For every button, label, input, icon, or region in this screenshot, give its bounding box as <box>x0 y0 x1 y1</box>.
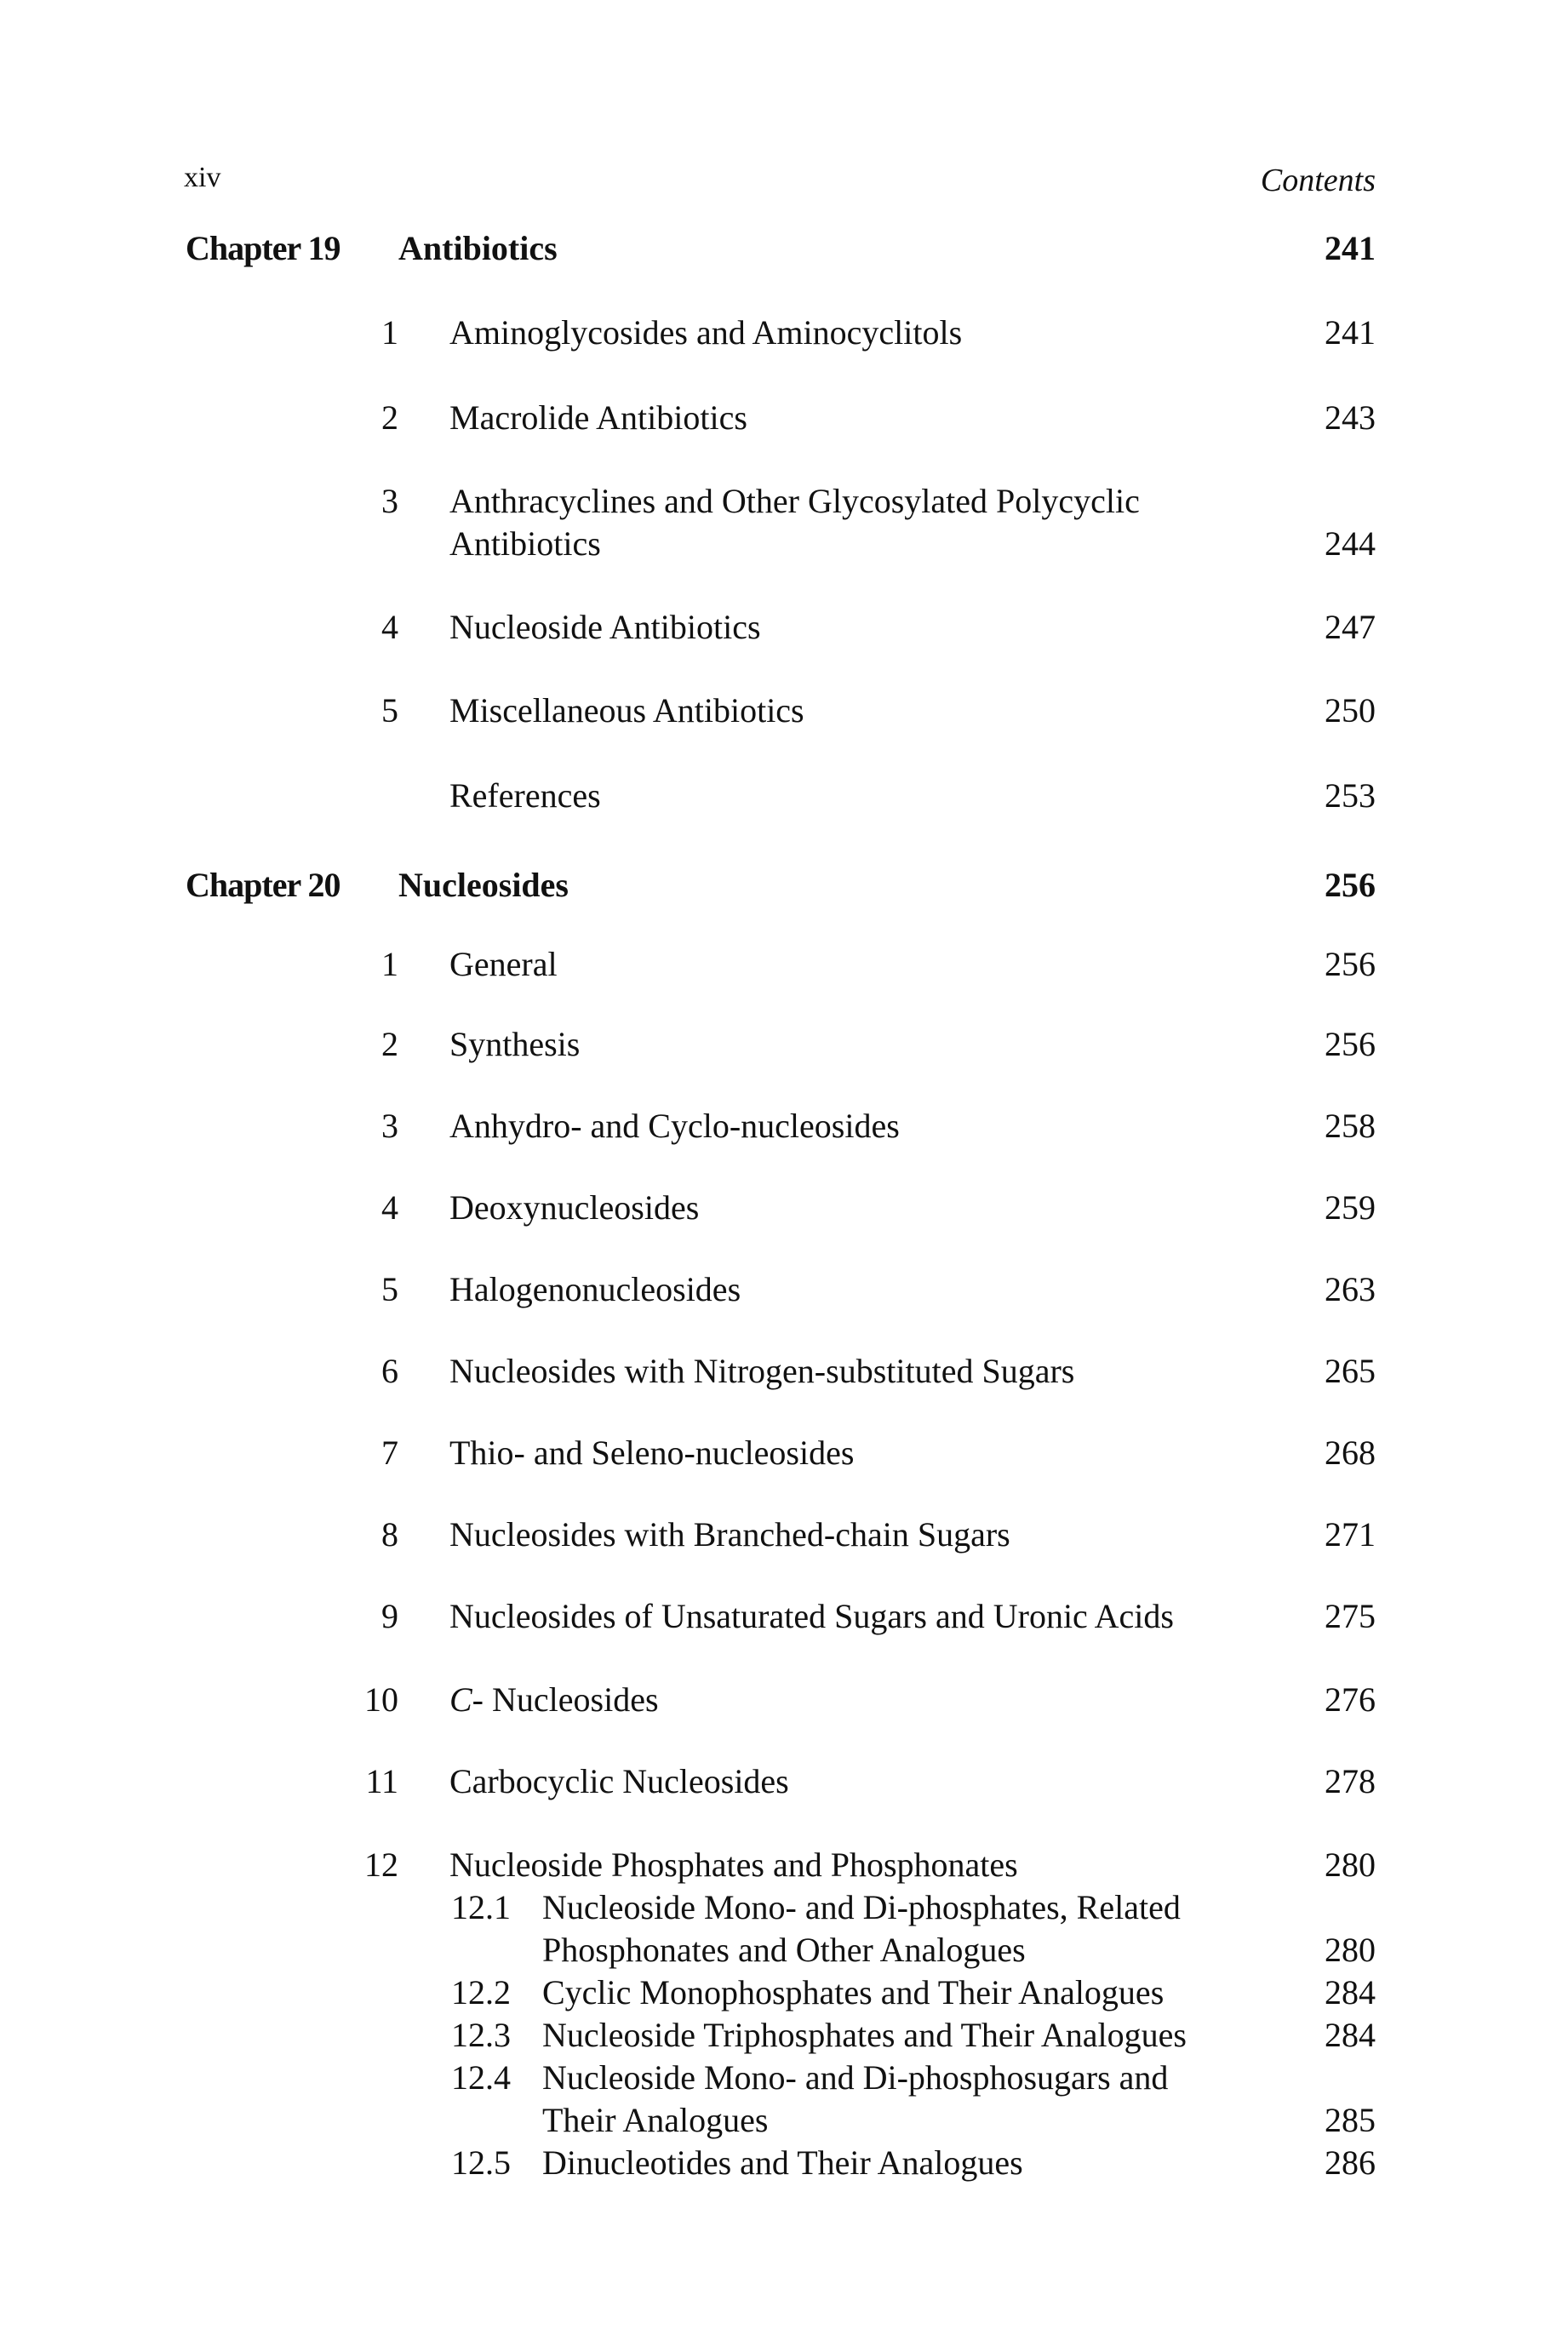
toc-entry <box>381 1432 1376 1474</box>
entry-number: 5 <box>381 1270 398 1308</box>
entry-title: Anhydro- and Cyclo-nucleosides <box>449 1107 900 1145</box>
entry-page: 241 <box>1325 313 1376 352</box>
subentry-title <box>542 1886 1274 1971</box>
toc-entry <box>381 1187 1376 1229</box>
page-number: xiv <box>184 162 221 193</box>
subentry-title <box>542 2057 1274 2142</box>
toc-entry <box>381 312 1376 354</box>
subentry-number: 12.2 <box>451 1973 511 2012</box>
toc-entry <box>381 1105 1376 1147</box>
running-title: Contents <box>1260 163 1376 198</box>
chapter-page: 241 <box>1325 229 1376 267</box>
entry-title <box>449 1679 1245 1721</box>
entry-page: 278 <box>1325 1762 1376 1800</box>
entry-title: Halogenonucleosides <box>449 1270 741 1308</box>
entry-page: 259 <box>1325 1188 1376 1227</box>
subentry-page: 284 <box>1325 2016 1376 2054</box>
chapter-heading <box>186 228 1376 279</box>
subentry-title-line: Their Analogues <box>542 2101 769 2139</box>
toc-subentry <box>451 1971 1376 2014</box>
subentry-title: Nucleoside Triphosphates and Their Analogues <box>542 2016 1187 2054</box>
entry-title: Deoxynucleosides <box>449 1188 700 1227</box>
entry-title: Nucleoside Antibiotics <box>449 608 761 646</box>
entry-title-line: Antibiotics <box>449 524 601 563</box>
entry-number: 1 <box>381 945 398 983</box>
chapter-title: Nucleosides <box>398 866 569 904</box>
entry-number: 5 <box>381 691 398 730</box>
chapter-page: 256 <box>1325 866 1376 904</box>
entry-number: 4 <box>381 608 398 646</box>
toc-entry <box>381 1514 1376 1556</box>
entry-title-line: Anthracyclines and Other Glycosylated Polycyclic <box>449 482 1140 520</box>
entry-title-italic: C- <box>449 1680 484 1719</box>
entry-title: Macrolide Antibiotics <box>449 398 747 437</box>
subentry-title-line: Nucleoside Mono- and Di-phosphosugars and <box>542 2058 1169 2097</box>
entry-title: Nucleoside Phosphates and Phosphonates <box>449 1846 1018 1884</box>
toc-entry-references <box>392 775 1376 817</box>
entry-page: 244 <box>1325 524 1376 563</box>
entry-number: 9 <box>381 1597 398 1635</box>
entry-page: 275 <box>1325 1597 1376 1635</box>
entry-page: 276 <box>1325 1680 1376 1719</box>
toc-entry <box>381 1023 1376 1066</box>
entry-title: Nucleosides with Branched-chain Sugars <box>449 1515 1010 1554</box>
entry-number: 8 <box>381 1515 398 1554</box>
entry-number: 11 <box>365 1762 398 1800</box>
toc-subentry <box>451 2014 1376 2057</box>
toc-entry <box>381 480 1376 565</box>
subentry-page: 280 <box>1325 1931 1376 1969</box>
entry-title-text: Nucleosides <box>492 1680 659 1719</box>
toc-subentry <box>451 2057 1376 2142</box>
toc-entry <box>381 1350 1376 1393</box>
toc-entry <box>381 397 1376 439</box>
toc-entry <box>381 943 1376 986</box>
subentry-number: 12.1 <box>451 1888 511 1926</box>
subentry-page: 284 <box>1325 1973 1376 2012</box>
entry-number: 6 <box>381 1352 398 1390</box>
subentry-page: 285 <box>1325 2101 1376 2139</box>
toc-subentry <box>451 1886 1376 1971</box>
entry-title: References <box>449 776 601 815</box>
toc-entry <box>364 1844 1376 1886</box>
entry-page: 250 <box>1325 691 1376 730</box>
entry-number: 12 <box>364 1846 398 1884</box>
entry-page: 263 <box>1325 1270 1376 1308</box>
entry-title: Miscellaneous Antibiotics <box>449 691 804 730</box>
toc-entry <box>381 1595 1376 1638</box>
entry-title: Carbocyclic Nucleosides <box>449 1762 789 1800</box>
toc-entry <box>364 1679 1376 1721</box>
entry-page: 268 <box>1325 1434 1376 1472</box>
entry-number: 3 <box>381 1107 398 1145</box>
chapter-label: Chapter 20 <box>186 866 340 904</box>
entry-title: Aminoglycosides and Aminocyclitols <box>449 313 963 352</box>
entry-number: 2 <box>381 1025 398 1063</box>
entry-title: General <box>449 945 558 983</box>
entry-number: 2 <box>381 398 398 437</box>
toc-entry <box>381 690 1376 732</box>
chapter-heading <box>186 865 1376 916</box>
subentry-title: Dinucleotides and Their Analogues <box>542 2143 1023 2182</box>
subentry-number: 12.3 <box>451 2016 511 2054</box>
subentry-number: 12.5 <box>451 2143 511 2182</box>
entry-number: 3 <box>381 482 398 520</box>
entry-page: 243 <box>1325 398 1376 437</box>
toc-entry <box>381 606 1376 649</box>
subentry-title-line: Phosphonates and Other Analogues <box>542 1931 1026 1969</box>
toc-entry <box>381 1268 1376 1311</box>
chapter-label: Chapter 19 <box>186 229 340 267</box>
subentry-page: 286 <box>1325 2143 1376 2182</box>
entry-page: 247 <box>1325 608 1376 646</box>
toc-entry <box>365 1760 1376 1803</box>
entry-page: 253 <box>1325 776 1376 815</box>
entry-page: 256 <box>1325 1025 1376 1063</box>
entry-title: Nucleosides of Unsaturated Sugars and Uronic Acids <box>449 1597 1174 1635</box>
subentry-title: Cyclic Monophosphates and Their Analogues <box>542 1973 1165 2012</box>
subentry-title-line: Nucleoside Mono- and Di-phosphates, Related <box>542 1888 1181 1926</box>
chapter-title: Antibiotics <box>398 229 558 267</box>
entry-title: Synthesis <box>449 1025 581 1063</box>
entry-page: 271 <box>1325 1515 1376 1554</box>
entry-page: 280 <box>1325 1846 1376 1884</box>
entry-number: 4 <box>381 1188 398 1227</box>
subentry-number: 12.4 <box>451 2058 511 2097</box>
entry-number: 1 <box>381 313 398 352</box>
toc-subentry <box>451 2142 1376 2184</box>
entry-page: 258 <box>1325 1107 1376 1145</box>
entry-title: Nucleosides with Nitrogen-substituted Sugars <box>449 1352 1075 1390</box>
entry-title <box>449 480 1245 565</box>
entry-page: 265 <box>1325 1352 1376 1390</box>
entry-number: 7 <box>381 1434 398 1472</box>
entry-page: 256 <box>1325 945 1376 983</box>
entry-number: 10 <box>364 1680 398 1719</box>
entry-title: Thio- and Seleno-nucleosides <box>449 1434 855 1472</box>
